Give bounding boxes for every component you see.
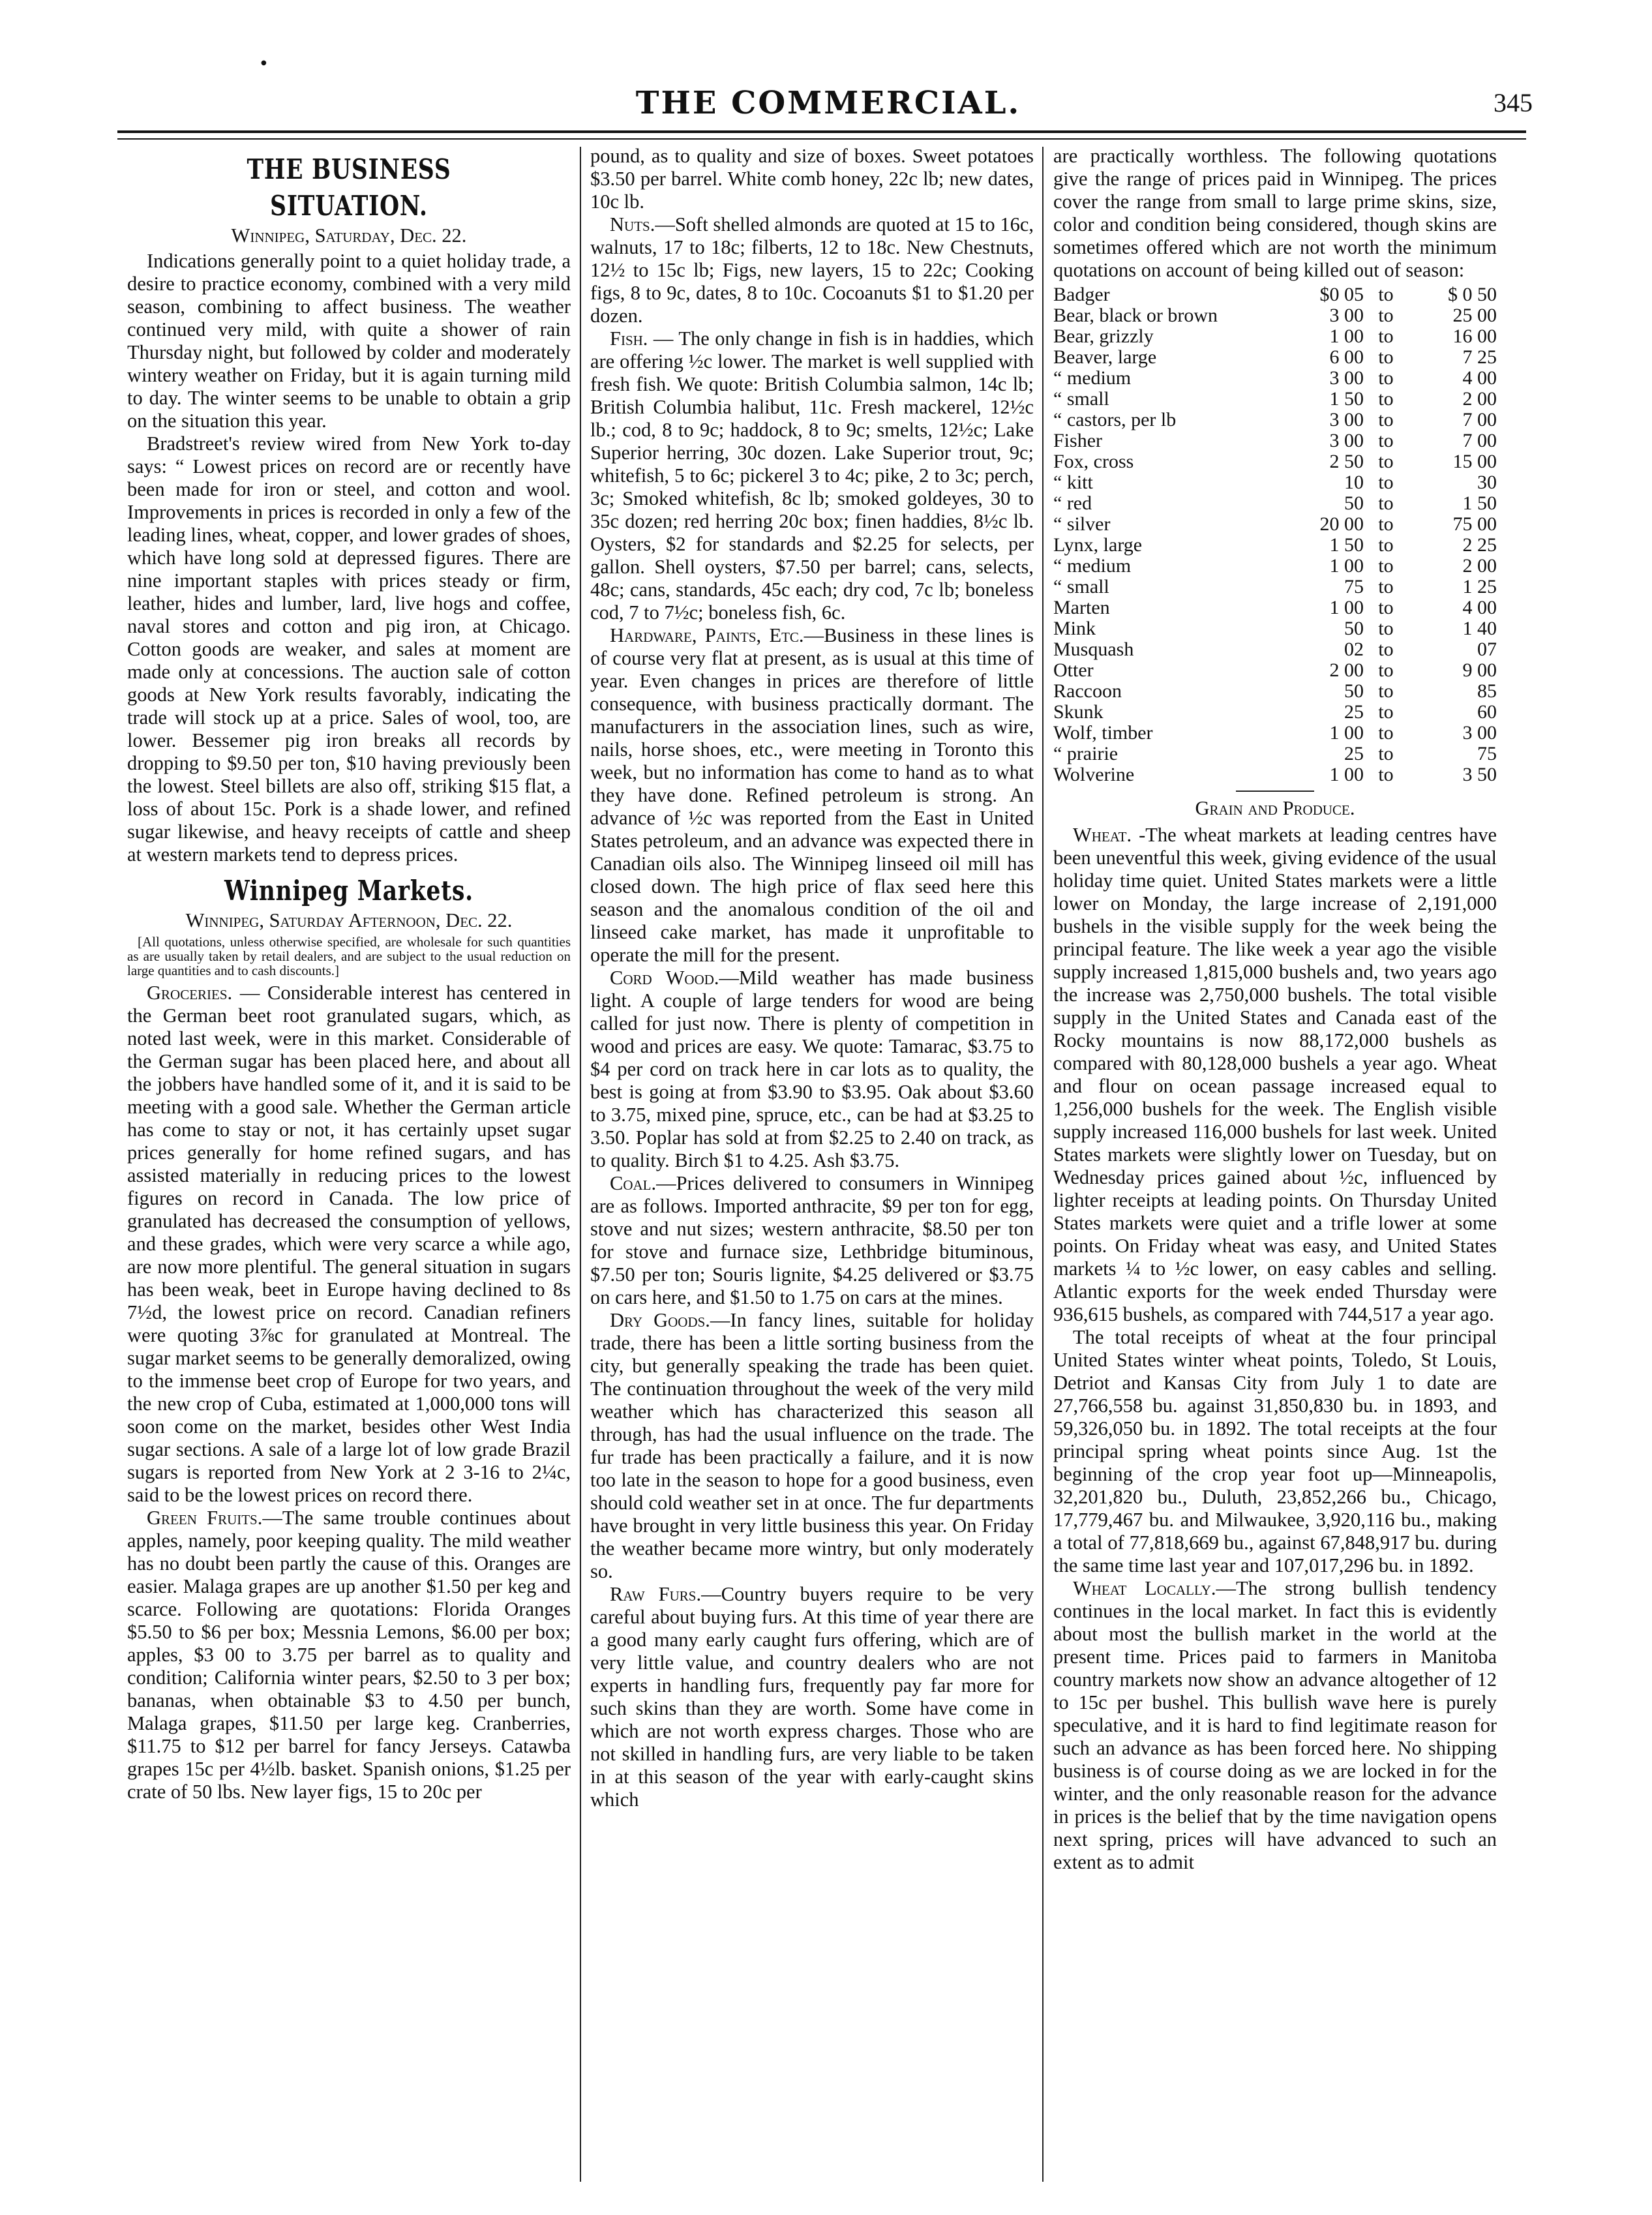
fur-price-high: 4 00 xyxy=(1462,367,1497,389)
fur-name: “ medium xyxy=(1053,556,1132,577)
fur-price-row xyxy=(1053,410,1497,430)
fur-price-low: 3 00 xyxy=(1329,305,1364,326)
column-2 xyxy=(590,145,1034,1811)
fur-name: Mink xyxy=(1053,618,1096,639)
fur-price-low: 1 00 xyxy=(1329,764,1364,785)
fur-price-to: to xyxy=(1378,743,1394,764)
fur-price-low: 3 00 xyxy=(1329,430,1364,451)
fur-name: Skunk xyxy=(1053,702,1104,723)
fur-price-low: 25 xyxy=(1344,701,1364,723)
fur-price-to: to xyxy=(1378,534,1394,556)
fur-price-row xyxy=(1053,430,1497,451)
fur-price-to: to xyxy=(1378,618,1394,639)
fur-price-row xyxy=(1053,681,1497,702)
groceries-lead: Groceries. xyxy=(147,982,233,1004)
fur-price-low: 1 50 xyxy=(1329,534,1364,556)
fur-price-low: 1 00 xyxy=(1329,722,1364,744)
fur-price-row xyxy=(1053,347,1497,368)
green-fruits-paragraph xyxy=(127,1507,571,1803)
fur-price-low: 1 00 xyxy=(1329,325,1364,347)
fur-price-low: 75 xyxy=(1344,576,1364,597)
wheat-text: -The wheat markets at leading centres have been uneventful this week, giving evidence of the usual holiday time quiet. United States markets were a little lower on Monday, the large increase of 2,191,000 bushels in the visible supply for the week being the principal feature. The like week a year ago the visible supply increased 1,815,000 bushels and, two years ago the increase was 2,750,000 bushels. The total visible supply in the United States and Canada east of the Rocky mountains is now 88,172,000 bushels as compared with 80,128,000 bushels a year ago. Wheat and flour on ocean passage increased equal to 1,256,000 bushels for the week. The English visible supply increased 116,000 bushels for last week. United States markets were slightly lower on Tuesday, but on Wednesday prices gained about ½c, influenced by lighter receipts at leading points. On Thursday United States markets were quiet and a trifle lower at some points. On Friday wheat was easy, and United States markets ¼ to ½c lower, on easy cables and selling. Atlantic exports for the week ended Thursday were 936,615 bushels, as compared with 744,517 a year ago. xyxy=(1053,824,1497,1325)
fur-price-row xyxy=(1053,326,1497,347)
fur-price-high: 3 50 xyxy=(1462,764,1497,785)
fur-name: Musquash xyxy=(1053,639,1134,660)
fur-price-high: 2 25 xyxy=(1462,534,1497,556)
fur-price-to: to xyxy=(1378,388,1394,410)
masthead-rule xyxy=(117,130,1526,140)
fur-price-low: 3 00 xyxy=(1329,409,1364,430)
quotations-note: [All quotations, unless otherwise specified, are wholesale for such quantities as are usually taken by retail dealers, and are subject to the usual reduction on large quantities and to cash discounts.] xyxy=(127,934,571,978)
fruits-continued: pound, as to quality and size of boxes. Sweet potatoes $3.50 per barrel. White comb honey, 22c lb; new dates, 10c lb. xyxy=(590,145,1034,213)
winnipeg-markets-heading: Winnipeg Markets. xyxy=(224,875,473,907)
fur-price-row xyxy=(1053,535,1497,556)
fur-price-to: to xyxy=(1378,409,1394,430)
fur-price-row xyxy=(1053,493,1497,514)
fur-name: Fisher xyxy=(1053,430,1102,451)
fur-price-to: to xyxy=(1378,639,1394,660)
business-situation-heading: THE BUSINESS SITUATION. xyxy=(247,153,451,222)
fur-price-low: 1 00 xyxy=(1329,597,1364,618)
fur-price-to: to xyxy=(1378,284,1394,305)
fur-price-row xyxy=(1053,389,1497,410)
fur-price-row xyxy=(1053,305,1497,326)
fur-price-row xyxy=(1053,472,1497,493)
fur-price-low: 6 00 xyxy=(1329,346,1364,368)
section-rule xyxy=(1236,791,1314,792)
fur-price-high: 1 50 xyxy=(1462,492,1497,514)
fur-price-row xyxy=(1053,514,1497,535)
masthead xyxy=(111,77,1546,129)
fur-price-row xyxy=(1053,744,1497,764)
column-divider xyxy=(580,147,581,2182)
fur-price-high: 16 00 xyxy=(1452,325,1497,347)
fur-price-high: 4 00 xyxy=(1462,597,1497,618)
wheat-locally-lead: Wheat Locally. xyxy=(1073,1577,1216,1599)
nuts-paragraph xyxy=(590,213,1034,327)
fur-price-high: 7 25 xyxy=(1462,346,1497,368)
fur-price-high: 75 00 xyxy=(1452,513,1497,535)
groceries-paragraph xyxy=(127,982,571,1507)
fur-price-to: to xyxy=(1378,451,1394,472)
fur-price-low: 50 xyxy=(1344,492,1364,514)
grain-produce-heading: Grain and Produce. xyxy=(1195,797,1355,819)
fur-price-low: 2 50 xyxy=(1329,451,1364,472)
winnipeg-markets-dateline: Winnipeg, Saturday Afternoon, Dec. 22. xyxy=(185,909,513,931)
fur-price-high: 15 00 xyxy=(1452,451,1497,472)
raw-furs-continued: are practically worthless. The following quotations give the range of prices paid in Winnipeg. The prices cover the range from small to large prime skins, size, color and condition being considered, though skins are sometimes offered which are not worth the minimum quotations on account of being killed out of season: xyxy=(1053,145,1497,281)
business-situation-dateline: Winnipeg, Saturday, Dec. 22. xyxy=(231,224,467,247)
business-paragraph-2: Bradstreet's review wired from New York to-day says: “ Lowest prices on record are or recently have been made for iron or steel, and cotton and wool. Improvements in prices is recorded in only a few of the leading lines, wheat, copper, and lower grades of shoes, which have long sold at depressed figures. There are nine important staples with prices steady or firm, leather, hides and lumber, lard, live hogs and coffee, naval stores and cotton and pig iron, at Chicago. Cotton goods are weaker, and sales at moment are made only at concessions. The auction sale of cotton goods at New York results favorably, indicating the trade will stock up at a price. Sales of wool, too, are lower. Bessemer pig iron breaks all records by dropping to $9.50 per ton, $10 having previously been the lowest. Steel billets are also off, striking $15 flat, a loss of about 15c. Pork is a shade lower, and refined sugar likewise, and heavy receipts of cattle and sheep at western markets tend to depress prices. xyxy=(127,432,571,866)
green-fruits-lead: Green Fruits. xyxy=(147,1507,263,1529)
dry-goods-text: —In fancy lines, suitable for holiday trade, there has been a little sorting business from the city, but generally speaking the trade has been quiet. The continuation throughout the week of the very mild weather which has characterized this season all through, has had the usual influence on the trade. The fur trade has been practically a failure, and it is now too late in the season to hope for a good business, even should cold weather set in at once. The fur departments have brought in very little business this year. On Friday the weather became more wintry, but only moderately so. xyxy=(590,1309,1034,1582)
fur-price-high: 2 00 xyxy=(1462,555,1497,577)
fur-price-to: to xyxy=(1378,701,1394,723)
fur-name: “ small xyxy=(1053,577,1109,597)
fur-price-to: to xyxy=(1378,305,1394,326)
column-1 xyxy=(127,145,571,1803)
fish-text: — The only change in fish is in haddies, which are offering ½c lower. The market is well supplied with fresh fish. We quote: British Columbia salmon, 14c lb; British Columbia halibut, 11c. Fresh mackerel, 12½c lb.; cod, 8 to 9c; haddock, 8 to 9c; smelts, 12½c; Lake Superior herring, 30c dozen. Lake Superior trout, 9c; whitefish, 5 to 6c; pickerel 3 to 4c; pike, 2 to 3c; perch, 3c; Smoked whitefish, 8c lb; smoked goldeyes, 30 to 35c dozen; red herring 20c box; finen haddies, 8½c lb. Oysters, $2 for standards and $2.25 for selects, per gallon. Shell oysters, $7.50 per barrel; cans, selects, 48c; cans, standards, 45c each; dry cod, 7c lb; boneless cod, 7 to 7½c; boneless fish, 6c. xyxy=(590,327,1034,624)
fur-price-to: to xyxy=(1378,325,1394,347)
fur-price-low: 2 00 xyxy=(1329,659,1364,681)
coal-paragraph xyxy=(590,1172,1034,1309)
fur-price-high: 1 25 xyxy=(1462,576,1497,597)
fur-name: “ prairie xyxy=(1053,744,1119,764)
raw-furs-paragraph xyxy=(590,1583,1034,1811)
fur-name: “ kitt xyxy=(1053,472,1093,493)
raw-furs-text: —Country buyers require to be very careful about buying furs. At this time of year there are a good many early caught furs offering, which are of very little value, and country dealers who are not experts in handling furs, frequently pay far more for such skins than they are worth. Some have come in which are not worth express charges. Those who are not skilled in handling furs, are very liable to be taken in at this season of the year with early-caught skins which xyxy=(590,1583,1034,1811)
fur-price-to: to xyxy=(1378,576,1394,597)
fur-price-low: 1 50 xyxy=(1329,388,1364,410)
nuts-text: —Soft shelled almonds are quoted at 15 to 16c, walnuts, 17 to 18c; filberts, 12 to 18c. New Chestnuts, 12½ to 15c lb; Figs, new layers, 15 to 22c; Cooking figs, 8 to 9c, dates, 8 to 10c. Cocoanuts $1 to $1.20 per dozen. xyxy=(590,213,1034,327)
fur-price-low: 20 00 xyxy=(1319,513,1364,535)
fur-name: Fox, cross xyxy=(1053,451,1134,472)
fur-price-row xyxy=(1053,723,1497,744)
fur-price-row xyxy=(1053,639,1497,660)
fur-price-to: to xyxy=(1378,346,1394,368)
fur-price-to: to xyxy=(1378,430,1394,451)
fur-price-low: 10 xyxy=(1344,472,1364,493)
fur-price-row xyxy=(1053,451,1497,472)
fur-price-to: to xyxy=(1378,555,1394,577)
fur-name: Raccoon xyxy=(1053,681,1122,702)
fur-price-low: 3 00 xyxy=(1329,367,1364,389)
fur-price-high: 7 00 xyxy=(1462,409,1497,430)
fur-price-high: 25 00 xyxy=(1452,305,1497,326)
fur-price-to: to xyxy=(1378,680,1394,702)
fur-price-to: to xyxy=(1378,513,1394,535)
fur-price-high: 3 00 xyxy=(1462,722,1497,744)
fur-name: “ medium xyxy=(1053,368,1132,389)
hardware-lead: Hardware, Paints, Etc. xyxy=(610,624,804,646)
dry-goods-lead: Dry Goods. xyxy=(610,1309,710,1331)
fur-name: Beaver, large xyxy=(1053,347,1157,368)
hardware-paragraph xyxy=(590,624,1034,967)
fur-price-row xyxy=(1053,660,1497,681)
fur-name: Badger xyxy=(1053,284,1110,305)
wheat-lead: Wheat. xyxy=(1073,824,1132,846)
hardware-text: —Business in these lines is of course very flat at present, as is usual at this time of year. Even changes in prices are therefore of little consequence, with business practically dormant. The manufacturers in the association lines, such as wire, nails, horse shoes, etc., were meeting in Toronto this week, but no information has come to hand as to what they have done. Refined petroleum is strong. An advance of ½c was reported from the East in United States petroleum, and an advance was expected there in Canadian oils also. The Winnipeg linseed oil mill has closed down. The high price of flax seed here this season and the anomalous condition of the oil and linseed cake market, has made it unprofitable to operate the mill for the present. xyxy=(590,624,1034,966)
fur-price-high: 30 xyxy=(1477,472,1497,493)
fur-price-to: to xyxy=(1378,659,1394,681)
fur-price-row xyxy=(1053,284,1497,305)
coal-text: —Prices delivered to consumers in Winnipeg are as follows. Imported anthracite, $9 per ton for egg, stove and nut sizes; western anthracite, $8.50 per ton for stove and furnace size, Lethbridge bituminous, $7.50 per ton; Souris lignite, $4.25 delivered or $3.75 on cars here, and $1.50 to 1.75 on cars at the mines. xyxy=(590,1172,1034,1308)
receipts-paragraph: The total receipts of wheat at the four principal United States winter wheat points, Toledo, St Louis, Detriot and Kansas City from July 1 to date are 27,766,558 bu. against 31,850,830 bu. in 1893, and 59,326,050 bu. in 1892. The total receipts at the four principal spring wheat points since Aug. 1st the beginning of the crop year foot up—Minneapolis, 32,201,820 bu., Duluth, 23,852,266 bu., Chicago, 17,779,467 bu. and Milwaukee, 3,920,116 bu., making a total of 77,818,669 bu., against 67,848,917 bu. during the same time last year and 107,017,296 bu. in 1892. xyxy=(1053,1326,1497,1576)
fur-name: Lynx, large xyxy=(1053,535,1143,556)
fur-price-row xyxy=(1053,618,1497,639)
fur-price-high: $ 0 50 xyxy=(1448,284,1497,305)
fur-price-low: 1 00 xyxy=(1329,555,1364,577)
fish-paragraph xyxy=(590,327,1034,624)
fur-name: Marten xyxy=(1053,597,1110,618)
fur-name: “ small xyxy=(1053,389,1109,410)
groceries-text: — Considerable interest has centered in the German beet root granulated sugars, which, as noted last week, were in this market. Considerable of the German sugar has been placed here, and about all the jobbers have handled some of it, and it is said to be meeting with a good sale. Whether the German article has come to stay or not, it has certainly upset sugar prices generally for home refined sugars, and has assisted materially in reducing prices to the lowest figures on record in Canada. The low price of granulated has decreased the consumption of yellows, and these grades, which were very scarce a while ago, are now more plentiful. The general situation in sugars has been weak, beet in Europe having declined to 8s 7½d, the lowest price on record. Canadian refiners were quoting 3⅞c for granulated at Montreal. The sugar market seems to be generally demoralized, owing to the immense beet crop of Europe for two years, and the new crop of Cuba, estimated at 1,000,000 tons will soon come on the market, besides other West India sugar sections. A sale of a large lot of low grade Brazil sugars is reported from New York at 2 3-16 to 2¼c, said to be the lowest prices on record there. xyxy=(127,982,571,1506)
nuts-lead: Nuts. xyxy=(610,213,655,235)
fur-price-to: to xyxy=(1378,367,1394,389)
fur-price-row xyxy=(1053,577,1497,597)
cordwood-paragraph xyxy=(590,967,1034,1172)
fur-price-row xyxy=(1053,764,1497,785)
fur-price-low: 02 xyxy=(1344,639,1364,660)
fur-price-to: to xyxy=(1378,722,1394,744)
business-paragraph-1: Indications generally point to a quiet holiday trade, a desire to practice economy, combined with a very mild season, combining to affect business. The weather continued very mild, with quite a shower of rain Thursday night, but followed by colder and moderately wintery weather on Friday, but it is again turning mild to day. The winter seems to be unable to obtain a grip on the situation this year. xyxy=(127,250,571,432)
fur-name: Wolverine xyxy=(1053,764,1135,785)
fur-name: Otter xyxy=(1053,660,1094,681)
fur-price-high: 85 xyxy=(1477,680,1497,702)
page-number: 345 xyxy=(1494,88,1533,117)
ink-speck: ● xyxy=(261,59,267,67)
raw-furs-lead: Raw Furs. xyxy=(610,1583,702,1605)
fur-price-row xyxy=(1053,556,1497,577)
cordwood-lead: Cord Wood. xyxy=(610,967,719,989)
fur-price-row xyxy=(1053,368,1497,389)
fur-price-to: to xyxy=(1378,764,1394,785)
fur-price-low: 25 xyxy=(1344,743,1364,764)
fur-name: “ silver xyxy=(1053,514,1111,535)
green-fruits-text: —The same trouble continues about apples, namely, poor keeping quality. The mild weather has no doubt been partly the cause of this. Oranges are easier. Malaga grapes are up another $1.50 per keg and scarce. Following are quotations: Florida Oranges $5.50 to $6 per box; Messnia Lemons, $6.00 per box; apples, $3 00 to 3.75 per barrel as to quality and condition; California winter pears, $2.50 to 3 per box; bananas, when obtainable $3 to 4.50 per bunch, Malaga grapes, $11.50 per large keg. Cranberries, $11.75 to $12 per barrel for fancy Jerseys. Catawba grapes 15c per 4½lb. basket. Spanish onions, $1.25 per crate of 50 lbs. New layer figs, 15 to 20c per xyxy=(127,1507,571,1803)
fur-price-to: to xyxy=(1378,492,1394,514)
fur-price-high: 9 00 xyxy=(1462,659,1497,681)
masthead-title: THE COMMERCIAL. xyxy=(635,85,1021,121)
fur-price-high: 75 xyxy=(1477,743,1497,764)
fur-price-high: 07 xyxy=(1477,639,1497,660)
fur-price-to: to xyxy=(1378,472,1394,493)
dry-goods-paragraph xyxy=(590,1309,1034,1583)
fur-price-low: $0 05 xyxy=(1319,284,1364,305)
fur-price-high: 60 xyxy=(1477,701,1497,723)
wheat-locally-text: —The strong bullish tendency continues in the local market. In fact this is evidently about most the bullish market in the world at the present time. Prices paid to farmers in Manitoba country markets now show an advance altogether of 12 to 15c per bushel. This bullish wave here is purely speculative, and it is hard to find legitimate reason for such an advance as has been forced here. No shipping business is of course doing as we are locked in for the winter, and the only reasonable reason for the advance in prices is the belief that by the time navigation opens next spring, prices will have advanced to such an extent as to admit xyxy=(1053,1577,1497,1873)
fur-price-high: 7 00 xyxy=(1462,430,1497,451)
fur-price-row xyxy=(1053,597,1497,618)
fur-price-high: 2 00 xyxy=(1462,388,1497,410)
column-3 xyxy=(1053,145,1497,1874)
fur-name: Bear, black or brown xyxy=(1053,305,1218,326)
fur-name: Bear, grizzly xyxy=(1053,326,1154,347)
fur-price-high: 1 40 xyxy=(1462,618,1497,639)
cordwood-text: —Mild weather has made business light. A couple of large tenders for wood are being called for just now. There is plenty of competition in wood and prices are easy. We quote: Tamarac, $3.75 to $4 per cord on track here in car lots as to quality, the best is going at from $3.90 to $3.95. Oak about $3.60 to 3.75, mixed pine, spruce, etc., can be had at $3.25 to 3.50. Poplar has sold at from $2.25 to 2.40 on track, as to quality. Birch $1 to 4.25. Ash $3.75. xyxy=(590,967,1034,1171)
fur-name: “ red xyxy=(1053,493,1092,514)
coal-lead: Coal. xyxy=(610,1172,657,1194)
fish-lead: Fish. xyxy=(610,327,648,350)
fur-price-low: 50 xyxy=(1344,680,1364,702)
fur-price-row xyxy=(1053,702,1497,723)
wheat-locally-paragraph xyxy=(1053,1577,1497,1874)
fur-name: Wolf, timber xyxy=(1053,723,1153,744)
wheat-paragraph xyxy=(1053,824,1497,1326)
fur-price-to: to xyxy=(1378,597,1394,618)
fur-name: “ castors, per lb xyxy=(1053,410,1177,430)
column-divider xyxy=(1042,147,1044,2182)
fur-price-table xyxy=(1053,284,1497,785)
fur-price-low: 50 xyxy=(1344,618,1364,639)
